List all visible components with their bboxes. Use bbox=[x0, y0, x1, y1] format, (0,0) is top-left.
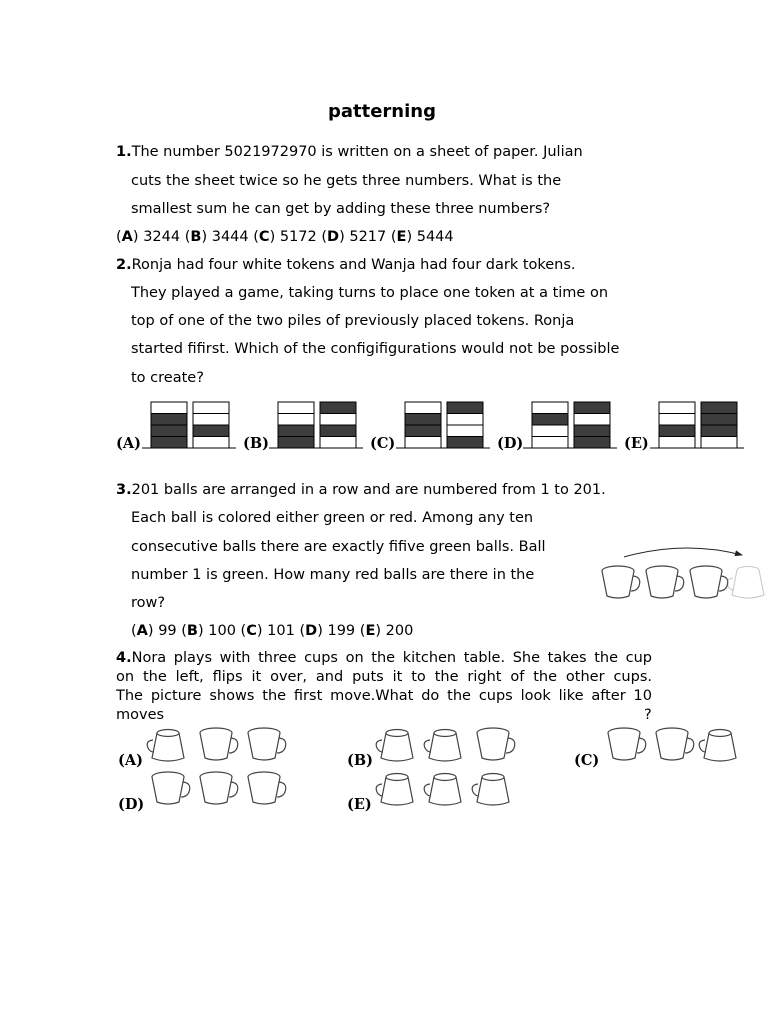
dark-token bbox=[447, 402, 483, 414]
token-option-label: (E) bbox=[624, 435, 649, 452]
cup-option-label: (D) bbox=[118, 796, 145, 813]
q4-moves-text: moves bbox=[116, 707, 165, 723]
dark-token bbox=[320, 425, 356, 437]
white-token bbox=[405, 402, 441, 414]
cup-option-c bbox=[574, 728, 736, 769]
white-token bbox=[574, 414, 610, 426]
white-token bbox=[193, 437, 229, 449]
white-token bbox=[532, 437, 568, 449]
white-token bbox=[278, 414, 314, 426]
q4-number: 4. bbox=[116, 650, 132, 666]
dark-token bbox=[151, 414, 187, 426]
dark-token bbox=[447, 437, 483, 449]
q3-line-3: consecutive balls there are exactly fifive green balls. Ball bbox=[131, 539, 546, 555]
q4-figure bbox=[116, 722, 744, 818]
q3-line-2: Each ball is colored either green or red. Among any ten bbox=[131, 510, 534, 526]
q3-number: 3. bbox=[116, 482, 132, 498]
token-option-label: (D) bbox=[497, 435, 524, 452]
q2-line-5: to create? bbox=[131, 370, 204, 386]
dark-token bbox=[532, 414, 568, 426]
dark-token bbox=[574, 437, 610, 449]
cup-down-icon bbox=[424, 774, 461, 806]
cup-option-e bbox=[347, 774, 509, 814]
dark-token bbox=[659, 425, 695, 437]
white-token bbox=[320, 414, 356, 426]
token-option-b bbox=[243, 402, 363, 452]
cup-up-icon bbox=[200, 728, 238, 760]
cup-move-svg bbox=[596, 540, 766, 602]
q1-line-2: cuts the sheet twice so he gets three numbers. What is the bbox=[131, 173, 562, 189]
cup-up-icon bbox=[608, 728, 646, 760]
q1-number: 1. bbox=[116, 144, 132, 160]
white-token bbox=[278, 402, 314, 414]
white-token bbox=[447, 425, 483, 437]
q4-line-1: 4.Nora plays with three cups on the kitchen table. She takes the cup bbox=[116, 650, 652, 666]
white-token bbox=[659, 414, 695, 426]
cup-down-icon bbox=[376, 774, 413, 806]
q1-choices: (A) 3244 (B) 3444 (C) 5172 (D) 5217 (E) 5444 bbox=[116, 229, 454, 245]
dark-token bbox=[151, 437, 187, 449]
token-option-e bbox=[624, 402, 744, 452]
dark-token bbox=[701, 402, 737, 414]
cup-option-label: (A) bbox=[118, 752, 143, 769]
dark-token bbox=[278, 437, 314, 449]
cup-up-icon bbox=[200, 772, 238, 804]
dark-token bbox=[701, 425, 737, 437]
dark-token bbox=[320, 402, 356, 414]
cup-option-label: (C) bbox=[574, 752, 600, 769]
cup-up-icon bbox=[248, 772, 286, 804]
dark-token bbox=[574, 402, 610, 414]
cup-down-faded-icon bbox=[727, 567, 764, 599]
q2-line-4: started fifirst. Which of the configifigurations would not be possible bbox=[131, 341, 620, 357]
cup-option-b bbox=[347, 728, 515, 769]
token-option-label: (B) bbox=[243, 435, 269, 452]
page-title: patterning bbox=[327, 101, 436, 122]
move-arrow-icon bbox=[624, 548, 742, 557]
cup-move-figure bbox=[596, 540, 766, 602]
dark-token bbox=[193, 425, 229, 437]
white-token bbox=[405, 437, 441, 449]
q1-line-3: smallest sum he can get by adding these three numbers? bbox=[131, 201, 551, 217]
q4-question-mark: ? bbox=[644, 707, 652, 723]
q3-choices: (A) 99 (B) 100 (C) 101 (D) 199 (E) 200 bbox=[131, 623, 414, 639]
white-token bbox=[659, 437, 695, 449]
q3-line-5: row? bbox=[131, 595, 166, 611]
cup-option-label: (E) bbox=[347, 796, 372, 813]
q3-line-1: 3.201 balls are arranged in a row and are numbered from 1 to 201. bbox=[116, 482, 606, 498]
cup-down-icon bbox=[424, 730, 461, 762]
dark-token bbox=[151, 425, 187, 437]
q2-line-2: They played a game, taking turns to place one token at a time on bbox=[131, 285, 609, 301]
token-option-d bbox=[497, 402, 617, 452]
q4-line-3: The picture shows the first move.What do the cups look like after 10 bbox=[116, 688, 652, 704]
token-option-a bbox=[116, 402, 236, 452]
token-option-c bbox=[370, 402, 490, 452]
dark-token bbox=[701, 414, 737, 426]
q2-figure bbox=[116, 398, 744, 454]
white-token bbox=[659, 402, 695, 414]
dark-token bbox=[405, 425, 441, 437]
dark-token bbox=[574, 425, 610, 437]
cup-up-icon bbox=[656, 728, 694, 760]
token-piles-figure bbox=[116, 398, 744, 454]
cup-down-icon bbox=[472, 774, 509, 806]
white-token bbox=[532, 425, 568, 437]
cup-down-icon bbox=[147, 730, 184, 762]
q3-line-4: number 1 is green. How many red balls are there in the bbox=[131, 567, 535, 583]
cup-option-a bbox=[118, 728, 286, 769]
token-option-label: (C) bbox=[370, 435, 396, 452]
cup-up-icon bbox=[690, 566, 728, 598]
white-token bbox=[151, 402, 187, 414]
dark-token bbox=[278, 425, 314, 437]
cup-up-icon bbox=[646, 566, 684, 598]
q2-line-1: 2.Ronja had four white tokens and Wanja had four dark tokens. bbox=[116, 257, 576, 273]
cup-options-figure bbox=[116, 722, 744, 818]
cup-down-icon bbox=[376, 730, 413, 762]
token-option-label: (A) bbox=[116, 435, 141, 452]
cup-down-icon bbox=[699, 730, 736, 762]
white-token bbox=[532, 402, 568, 414]
cup-up-icon bbox=[152, 772, 190, 804]
cup-option-label: (B) bbox=[347, 752, 373, 769]
q2-number: 2. bbox=[116, 257, 132, 273]
white-token bbox=[447, 414, 483, 426]
white-token bbox=[193, 414, 229, 426]
cup-up-icon bbox=[477, 728, 515, 760]
q1-line-1: 1.The number 5021972970 is written on a sheet of paper. Julian bbox=[116, 144, 583, 160]
white-token bbox=[193, 402, 229, 414]
cup-up-icon bbox=[602, 566, 640, 598]
cup-option-d bbox=[118, 772, 286, 813]
q4-line-2: on the left, flips it over, and puts it to the right of the other cups. bbox=[116, 669, 652, 685]
cup-up-icon bbox=[248, 728, 286, 760]
dark-token bbox=[405, 414, 441, 426]
white-token bbox=[320, 437, 356, 449]
white-token bbox=[701, 437, 737, 449]
q2-line-3: top of one of the two piles of previously placed tokens. Ronja bbox=[131, 313, 575, 329]
